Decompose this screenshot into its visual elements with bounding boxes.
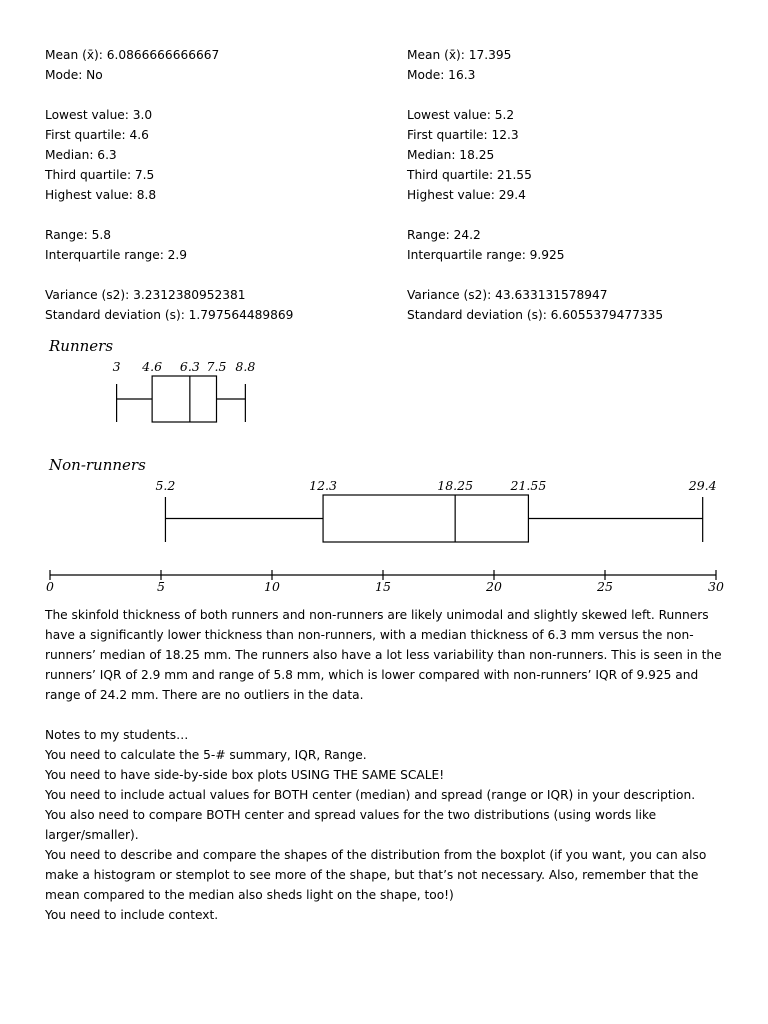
runners-label-q3: 7.5 (206, 359, 227, 374)
nonrunners-plot-title: Non-runners (49, 456, 146, 474)
runners-lowest: Lowest value: 3.0 (45, 108, 153, 122)
nonrunners-range: Range: 24.2 (407, 228, 481, 242)
runners-highest: Highest value: 8.8 (45, 188, 157, 202)
axis-tick-label: 10 (264, 579, 280, 594)
runners-label-median: 6.3 (179, 359, 200, 374)
nonrunners-highest: Highest value: 29.4 (407, 188, 526, 202)
axis-tick-label: 15 (375, 579, 391, 594)
nonrunners-lowest: Lowest value: 5.2 (407, 108, 515, 122)
nonrunners-iqr: Interquartile range: 9.925 (407, 248, 565, 262)
runners-box (152, 376, 216, 422)
notes-heading: Notes to my students… (45, 728, 189, 742)
runners-mode: Mode: No (45, 68, 103, 82)
axis-tick-label: 5 (157, 579, 165, 594)
nonrunners-label-q1: 12.3 (309, 478, 337, 493)
note-item: You need to have side-by-side box plots USING THE SAME SCALE! (45, 768, 445, 782)
nonrunners-label-q3: 21.55 (510, 478, 547, 493)
note-item: You need to include actual values for BOTH center (median) and spread (range or IQR) in your description. (45, 788, 696, 802)
runners-label-min: 3 (112, 359, 121, 374)
runners-label-max: 8.8 (235, 359, 256, 374)
nonrunners-median: Median: 18.25 (407, 148, 495, 162)
note-item: You need to calculate the 5-# summary, IQR, Range. (45, 748, 367, 762)
runners-plot-title: Runners (49, 337, 114, 355)
nonrunners-q3: Third quartile: 21.55 (407, 168, 532, 182)
nonrunners-mode: Mode: 16.3 (407, 68, 476, 82)
axis-tick-label: 30 (708, 579, 724, 594)
nonrunners-label-median: 18.25 (437, 478, 474, 493)
axis-tick-label: 0 (46, 579, 54, 594)
nonrunners-variance: Variance (s2): 43.633131578947 (407, 288, 608, 302)
nonrunners-label-max: 29.4 (688, 478, 717, 493)
nonrunners-box (323, 495, 528, 542)
notes-section (45, 725, 735, 925)
runners-q1: First quartile: 4.6 (45, 128, 149, 142)
axis-tick-label: 25 (597, 579, 613, 594)
note-item: You need to describe and compare the shapes of the distribution from the boxplot (if you want, you can also make a histogram or stemplot to see more of the shape, but that’s not necessary. Also, remember that the mean compared to the median also sheds light on the shape, too!) (45, 848, 707, 902)
runners-iqr: Interquartile range: 2.9 (45, 248, 188, 262)
note-item: You also need to compare BOTH center and spread values for the two distributions (using words like larger/smaller). (45, 808, 657, 842)
note-item: You need to include context. (45, 908, 219, 922)
runners-label-q1: 4.6 (142, 359, 163, 374)
description-paragraph: The skinfold thickness of both runners and non-runners are likely unimodal and slightly skewed left. Runners have a significantly lower thickness than non-runners, with a median thickness of 6.3 mm versus the non-runners’ median of 18.25 mm. The runners also have a lot less variability than non-runners. This is seen in the runners’ IQR of 2.9 mm and range of 5.8 mm, which is lower compared with non-runners’ IQR of 9.925 and range of 24.2 mm. There are no outliers in the data. (45, 608, 722, 702)
nonrunners-q1: First quartile: 12.3 (407, 128, 519, 142)
runners-variance: Variance (s2): 3.2312380952381 (45, 288, 246, 302)
nonrunners-mean: Mean (x̄): 17.395 (407, 48, 512, 62)
nonrunners-label-min: 5.2 (155, 478, 176, 493)
axis-tick-label: 20 (486, 579, 502, 594)
runners-range: Range: 5.8 (45, 228, 111, 242)
runners-mean: Mean (x̄): 6.0866666666667 (45, 48, 220, 62)
runners-sd: Standard deviation (s): 1.797564489869 (45, 308, 294, 322)
runners-median: Median: 6.3 (45, 148, 117, 162)
runners-q3: Third quartile: 7.5 (45, 168, 155, 182)
nonrunners-sd: Standard deviation (s): 6.6055379477335 (407, 308, 664, 322)
